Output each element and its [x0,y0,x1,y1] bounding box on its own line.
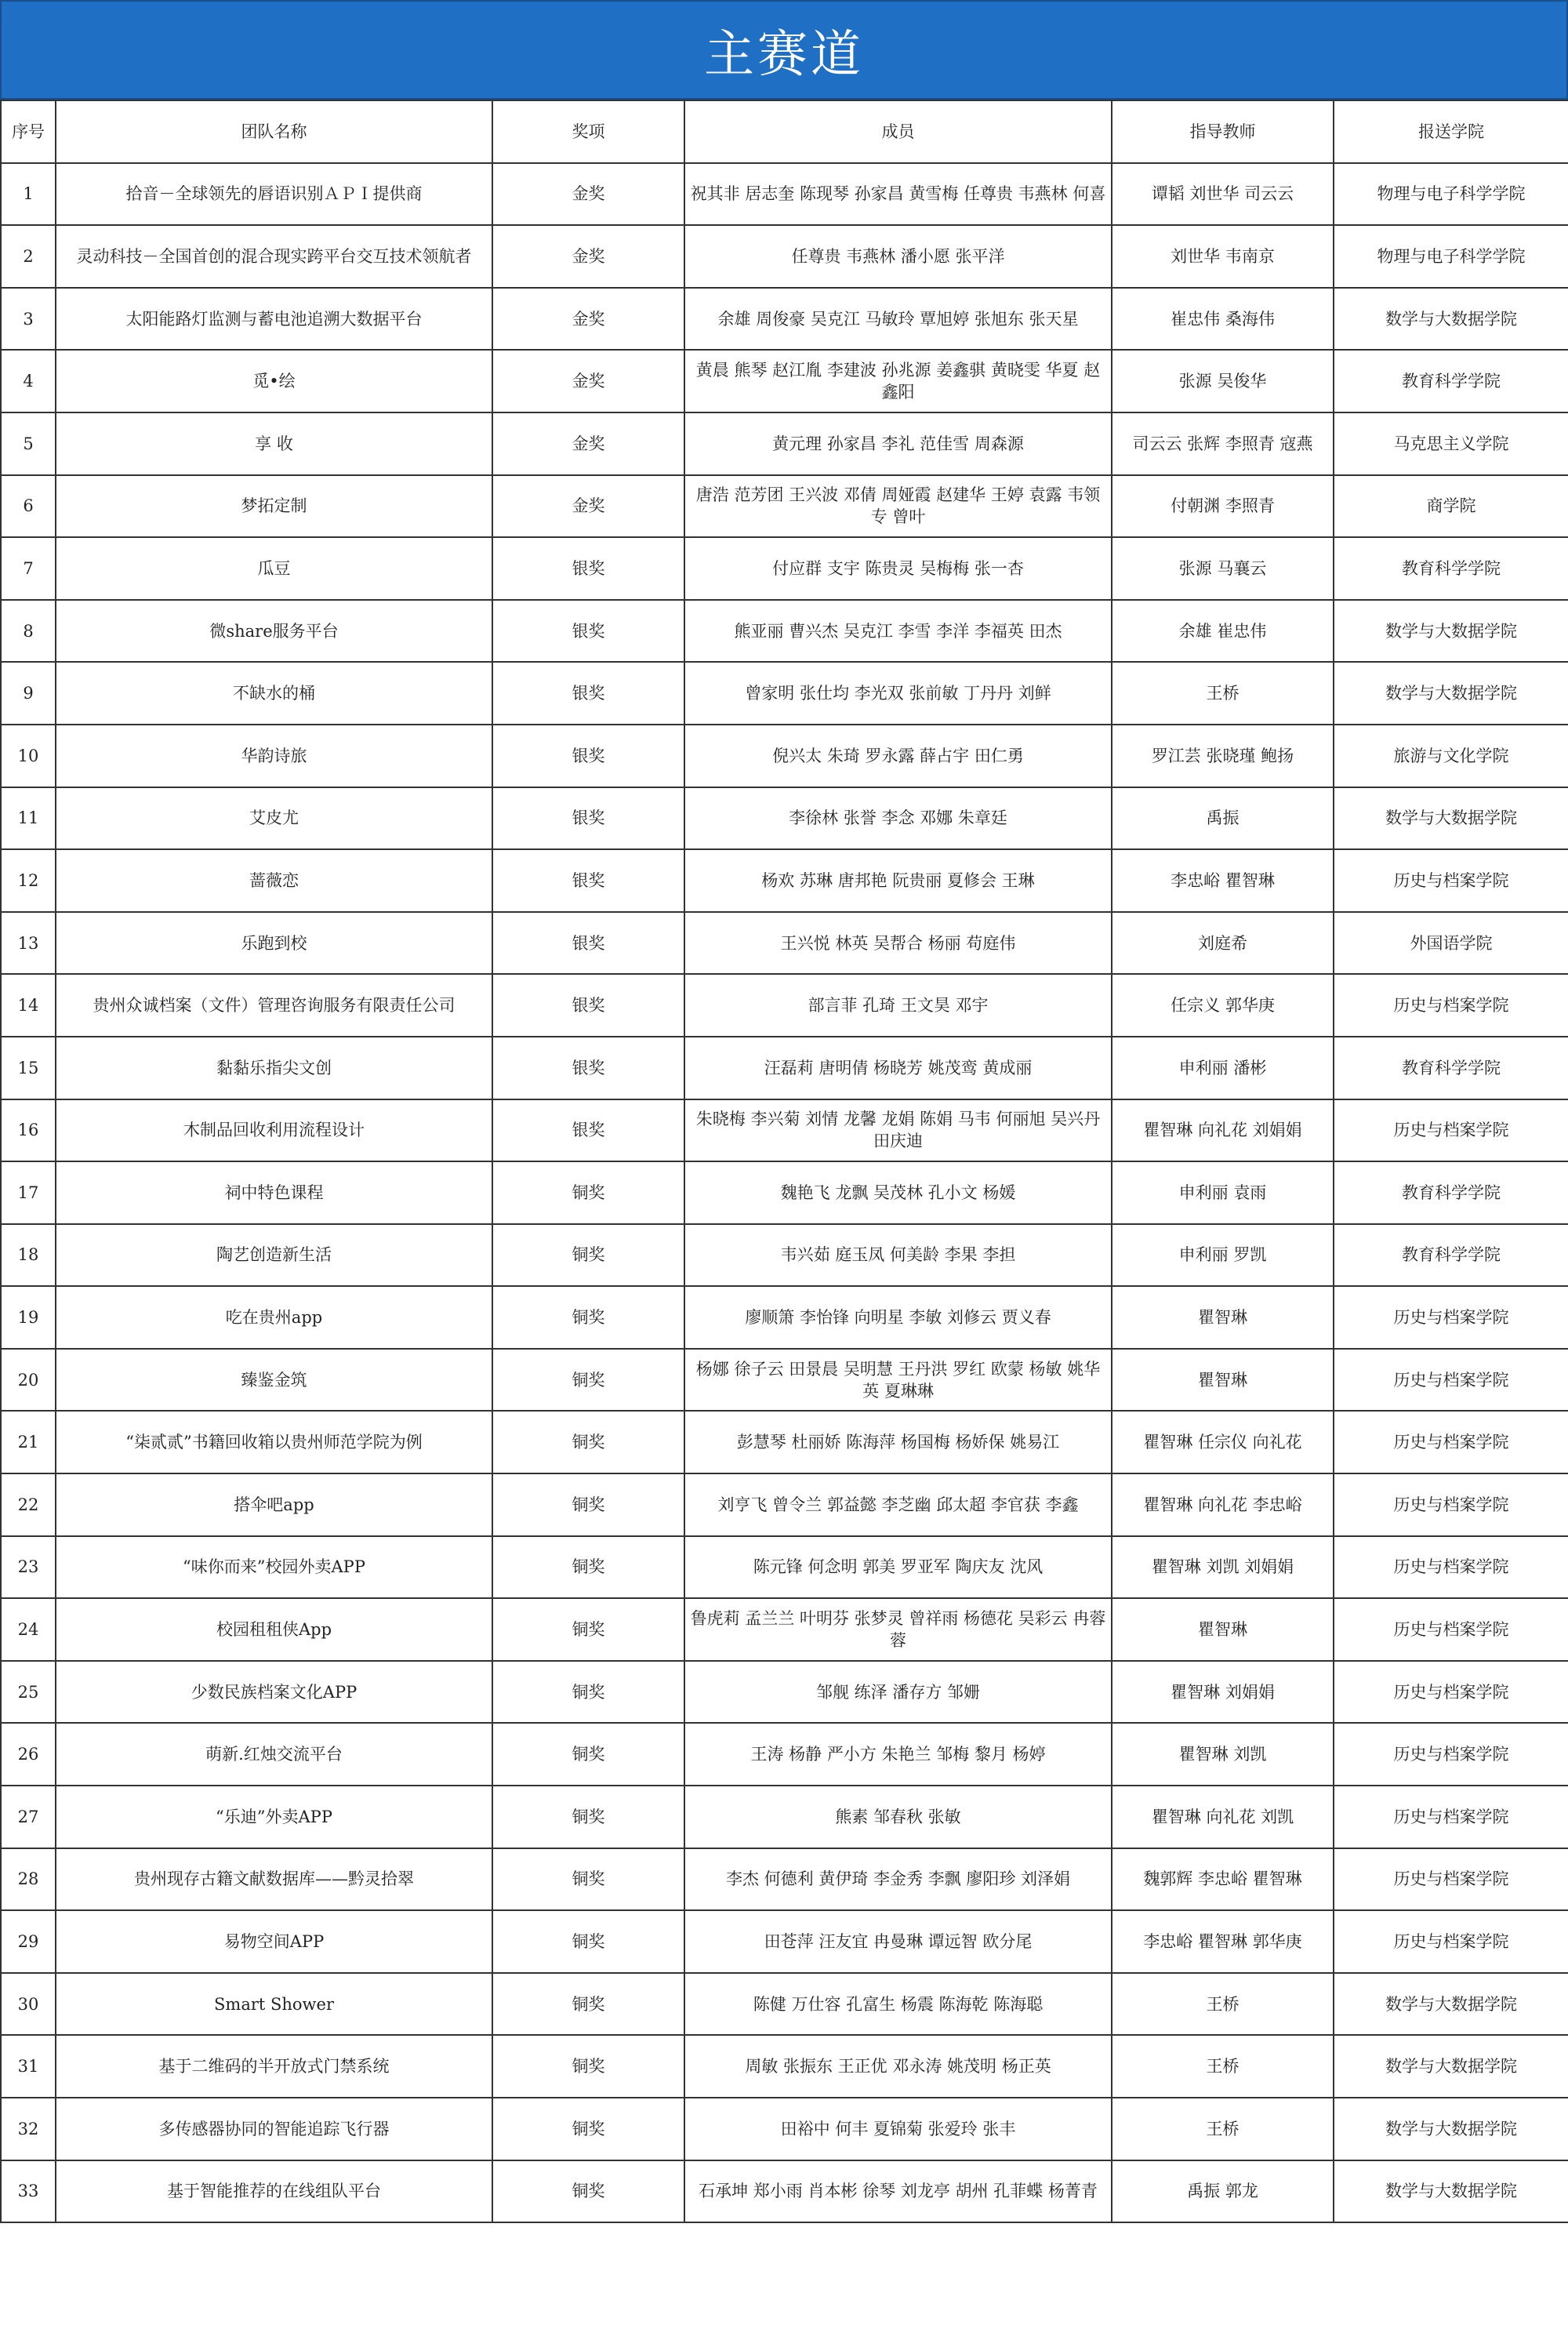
cell-members: 部言菲 孔琦 王文昊 邓宇 [684,974,1112,1037]
cell-award: 银奖 [492,1037,684,1099]
cell-advisors: 禹振 [1112,787,1334,850]
cell-college: 数学与大数据学院 [1334,288,1568,351]
cell-index: 19 [1,1286,56,1349]
cell-index: 11 [1,787,56,850]
cell-index: 29 [1,1910,56,1973]
cell-team-name: 瓜豆 [56,537,492,600]
cell-college: 历史与档案学院 [1334,1411,1568,1473]
cell-award: 银奖 [492,912,684,975]
table-row [1,1536,1568,1599]
table-row [1,1910,1568,1973]
cell-college: 外国语学院 [1334,912,1568,975]
table-row [1,537,1568,600]
cell-award: 铜奖 [492,1910,684,1973]
cell-index: 5 [1,412,56,475]
cell-team-name: “味你而来”校园外卖APP [56,1536,492,1599]
cell-college: 历史与档案学院 [1334,1723,1568,1786]
cell-members: 王涛 杨静 严小方 朱艳兰 邹梅 黎月 杨婷 [684,1723,1112,1786]
cell-advisors: 瞿智琳 [1112,1349,1334,1412]
cell-award: 金奖 [492,350,684,412]
cell-college: 数学与大数据学院 [1334,1973,1568,2036]
cell-index: 30 [1,1973,56,2036]
cell-members: 倪兴太 朱琦 罗永露 薛占宇 田仁勇 [684,725,1112,787]
cell-college: 商学院 [1334,475,1568,538]
cell-college: 历史与档案学院 [1334,1349,1568,1412]
cell-advisors: 刘世华 韦南京 [1112,225,1334,288]
cell-award: 铜奖 [492,1536,684,1599]
cell-award: 铜奖 [492,1973,684,2036]
cell-advisors: 瞿智琳 刘凯 [1112,1723,1334,1786]
table-row [1,1099,1568,1162]
cell-index: 13 [1,912,56,975]
table-row [1,2160,1568,2223]
header-advisors: 指导教师 [1112,100,1334,163]
cell-college: 教育科学学院 [1334,1161,1568,1224]
cell-college: 马克思主义学院 [1334,412,1568,475]
table-row [1,475,1568,538]
cell-team-name: 陶艺创造新生活 [56,1224,492,1287]
cell-college: 历史与档案学院 [1334,1910,1568,1973]
cell-team-name: 贵州众诚档案（文件）管理咨询服务有限责任公司 [56,974,492,1037]
cell-team-name: 基于智能推荐的在线组队平台 [56,2160,492,2223]
cell-advisors: 李忠峪 瞿智琳 郭华庚 [1112,1910,1334,1973]
cell-advisors: 任宗义 郭华庚 [1112,974,1334,1037]
cell-advisors: 魏郭辉 李忠峪 瞿智琳 [1112,1848,1334,1911]
cell-team-name: 萌新.红烛交流平台 [56,1723,492,1786]
cell-advisors: 申利丽 潘彬 [1112,1037,1334,1099]
cell-team-name: 基于二维码的半开放式门禁系统 [56,2035,492,2098]
cell-college: 数学与大数据学院 [1334,2160,1568,2223]
cell-index: 9 [1,662,56,725]
cell-members: 祝其非 居志奎 陈现琴 孙家昌 黄雪梅 任尊贵 韦燕林 何喜 [684,163,1112,226]
cell-index: 28 [1,1848,56,1911]
cell-college: 教育科学学院 [1334,1224,1568,1287]
cell-members: 韦兴茹 庭玉凤 何美龄 李果 李担 [684,1224,1112,1287]
header-award: 奖项 [492,100,684,163]
cell-advisors: 崔忠伟 桑海伟 [1112,288,1334,351]
cell-advisors: 谭韬 刘世华 司云云 [1112,163,1334,226]
cell-members: 石承坤 郑小雨 肖本彬 徐琴 刘龙亭 胡州 孔菲蝶 杨菁青 [684,2160,1112,2223]
cell-members: 田苍萍 汪友宜 冉曼琳 谭远智 欧分尾 [684,1910,1112,1973]
cell-members: 陈健 万仕容 孔富生 杨震 陈海乾 陈海聪 [684,1973,1112,2036]
cell-advisors: 申利丽 袁雨 [1112,1161,1334,1224]
results-table [0,100,1568,2223]
cell-team-name: 不缺水的桶 [56,662,492,725]
cell-award: 铜奖 [492,1723,684,1786]
cell-members: 任尊贵 韦燕林 潘小愿 张平洋 [684,225,1112,288]
cell-team-name: “乐迪”外卖APP [56,1786,492,1848]
cell-team-name: 乐跑到校 [56,912,492,975]
cell-advisors: 瞿智琳 向礼花 刘娟娟 [1112,1099,1334,1162]
cell-members: 廖顺箫 李怡锋 向明星 李敏 刘修云 贾义春 [684,1286,1112,1349]
cell-award: 银奖 [492,1099,684,1162]
cell-college: 物理与电子科学学院 [1334,225,1568,288]
cell-members: 唐浩 范芳团 王兴波 邓倩 周娅霞 赵建华 王婷 袁露 韦领专 曾叶 [684,475,1112,538]
table-row [1,225,1568,288]
table-row [1,2098,1568,2160]
cell-index: 10 [1,725,56,787]
cell-award: 金奖 [492,225,684,288]
cell-members: 彭慧琴 杜丽娇 陈海萍 杨国梅 杨娇保 姚易江 [684,1411,1112,1473]
cell-members: 李杰 何德利 黄伊琦 李金秀 李飘 廖阳珍 刘泽娟 [684,1848,1112,1911]
table-row [1,974,1568,1037]
table-row [1,1037,1568,1099]
cell-award: 银奖 [492,725,684,787]
cell-members: 王兴悦 林英 吴帮合 杨丽 苟庭伟 [684,912,1112,975]
table-row [1,1598,1568,1661]
table-row [1,1473,1568,1536]
cell-members: 鲁虎莉 孟兰兰 叶明芬 张梦灵 曾祥雨 杨德花 吴彩云 冉蓉蓉 [684,1598,1112,1661]
cell-advisors: 瞿智琳 [1112,1598,1334,1661]
cell-award: 铜奖 [492,1349,684,1412]
table-row [1,350,1568,412]
cell-award: 铜奖 [492,1411,684,1473]
cell-index: 12 [1,849,56,912]
cell-advisors: 王桥 [1112,662,1334,725]
cell-index: 14 [1,974,56,1037]
cell-college: 历史与档案学院 [1334,1473,1568,1536]
table-row [1,1411,1568,1473]
cell-members: 余雄 周俊豪 吴克江 马敏玲 覃旭婷 张旭东 张天星 [684,288,1112,351]
cell-members: 汪磊莉 唐明倩 杨晓芳 姚茂鸾 黄成丽 [684,1037,1112,1099]
cell-advisors: 瞿智琳 向礼花 刘凯 [1112,1786,1334,1848]
cell-team-name: 灵动科技－全国首创的混合现实跨平台交互技术领航者 [56,225,492,288]
cell-members: 付应群 支宇 陈贵灵 吴梅梅 张一杏 [684,537,1112,600]
cell-team-name: 少数民族档案文化APP [56,1661,492,1724]
cell-team-name: 蔷薇恋 [56,849,492,912]
cell-members: 杨欢 苏琳 唐邦艳 阮贵丽 夏修会 王琳 [684,849,1112,912]
cell-award: 银奖 [492,537,684,600]
cell-college: 历史与档案学院 [1334,1536,1568,1599]
cell-advisors: 瞿智琳 向礼花 李忠峪 [1112,1473,1334,1536]
cell-advisors: 余雄 崔忠伟 [1112,600,1334,663]
table-row [1,1661,1568,1724]
cell-award: 金奖 [492,475,684,538]
cell-team-name: 搭伞吧app [56,1473,492,1536]
table-row [1,1161,1568,1224]
cell-award: 金奖 [492,412,684,475]
cell-members: 周敏 张振东 王正优 邓永涛 姚茂明 杨正英 [684,2035,1112,2098]
cell-college: 数学与大数据学院 [1334,600,1568,663]
cell-advisors: 张源 马襄云 [1112,537,1334,600]
cell-index: 32 [1,2098,56,2160]
cell-index: 4 [1,350,56,412]
cell-award: 铜奖 [492,1786,684,1848]
header-members: 成员 [684,100,1112,163]
table-row [1,912,1568,975]
cell-index: 21 [1,1411,56,1473]
cell-index: 20 [1,1349,56,1412]
cell-advisors: 王桥 [1112,1973,1334,2036]
cell-index: 6 [1,475,56,538]
header-college: 报送学院 [1334,100,1568,163]
cell-award: 铜奖 [492,1598,684,1661]
cell-index: 3 [1,288,56,351]
cell-college: 数学与大数据学院 [1334,662,1568,725]
cell-index: 8 [1,600,56,663]
cell-team-name: 木制品回收利用流程设计 [56,1099,492,1162]
cell-index: 33 [1,2160,56,2223]
cell-advisors: 瞿智琳 任宗仪 向礼花 [1112,1411,1334,1473]
cell-advisors: 王桥 [1112,2035,1334,2098]
table-row [1,1723,1568,1786]
cell-team-name: 易物空间APP [56,1910,492,1973]
cell-members: 朱晓梅 李兴菊 刘情 龙馨 龙娟 陈娟 马韦 何丽旭 吴兴丹 田庆迪 [684,1099,1112,1162]
cell-college: 数学与大数据学院 [1334,787,1568,850]
cell-advisors: 刘庭希 [1112,912,1334,975]
cell-team-name: 觅•绘 [56,350,492,412]
cell-award: 铜奖 [492,2098,684,2160]
table-row [1,1973,1568,2036]
cell-award: 铜奖 [492,2035,684,2098]
cell-team-name: 吃在贵州app [56,1286,492,1349]
cell-team-name: 臻鉴金筑 [56,1349,492,1412]
cell-team-name: 华韵诗旅 [56,725,492,787]
cell-team-name: 拾音－全球领先的唇语识别ＡＰＩ提供商 [56,163,492,226]
cell-team-name: 艾皮尤 [56,787,492,850]
cell-advisors: 付朝渊 李照青 [1112,475,1334,538]
table-row [1,1848,1568,1911]
cell-college: 历史与档案学院 [1334,1598,1568,1661]
table-row [1,412,1568,475]
cell-advisors: 申利丽 罗凯 [1112,1224,1334,1287]
cell-index: 18 [1,1224,56,1287]
cell-members: 魏艳飞 龙飘 吴茂林 孔小文 杨媛 [684,1161,1112,1224]
cell-members: 熊亚丽 曹兴杰 吴克江 李雪 李洋 李福英 田杰 [684,600,1112,663]
cell-members: 田裕中 何丰 夏锦菊 张爱玲 张丰 [684,2098,1112,2160]
title-banner [0,0,1568,100]
cell-members: 陈元锋 何念明 郭美 罗亚军 陶庆友 沈风 [684,1536,1112,1599]
table-row [1,662,1568,725]
cell-index: 2 [1,225,56,288]
table-row [1,1786,1568,1848]
cell-award: 银奖 [492,662,684,725]
table-row [1,787,1568,850]
table-row [1,725,1568,787]
cell-award: 铜奖 [492,1473,684,1536]
cell-team-name: 多传感器协同的智能追踪飞行器 [56,2098,492,2160]
table-row [1,1224,1568,1287]
cell-members: 李徐林 张誉 李念 邓娜 朱章廷 [684,787,1112,850]
cell-members: 熊素 邹春秋 张敏 [684,1786,1112,1848]
cell-team-name: 黏黏乐指尖文创 [56,1037,492,1099]
cell-team-name: 梦拓定制 [56,475,492,538]
cell-team-name: 微share服务平台 [56,600,492,663]
cell-college: 历史与档案学院 [1334,1286,1568,1349]
cell-award: 铜奖 [492,1661,684,1724]
cell-college: 数学与大数据学院 [1334,2035,1568,2098]
header-index: 序号 [1,100,56,163]
cell-advisors: 瞿智琳 [1112,1286,1334,1349]
cell-members: 黄元理 孙家昌 李礼 范佳雪 周森源 [684,412,1112,475]
cell-members: 曾家明 张仕均 李光双 张前敏 丁丹丹 刘鲜 [684,662,1112,725]
cell-index: 26 [1,1723,56,1786]
cell-team-name: 贵州现存古籍文献数据库——黔灵拾翠 [56,1848,492,1911]
cell-advisors: 禹振 郭龙 [1112,2160,1334,2223]
table-body [1,163,1568,2223]
cell-members: 杨娜 徐子云 田景晨 吴明慧 王丹洪 罗红 欧蒙 杨敏 姚华英 夏琳琳 [684,1349,1112,1412]
cell-college: 历史与档案学院 [1334,849,1568,912]
cell-award: 铜奖 [492,1161,684,1224]
cell-members: 黄晨 熊琴 赵江胤 李建波 孙兆源 姜鑫骐 黄晓雯 华夏 赵鑫阳 [684,350,1112,412]
table-row [1,1286,1568,1349]
cell-advisors: 司云云 张辉 李照青 寇燕 [1112,412,1334,475]
cell-advisors: 瞿智琳 刘凯 刘娟娟 [1112,1536,1334,1599]
cell-award: 铜奖 [492,1224,684,1287]
cell-index: 16 [1,1099,56,1162]
cell-college: 历史与档案学院 [1334,1848,1568,1911]
cell-index: 31 [1,2035,56,2098]
cell-advisors: 李忠峪 瞿智琳 [1112,849,1334,912]
cell-award: 银奖 [492,787,684,850]
page-title: 主赛道 [704,25,864,84]
cell-college: 旅游与文化学院 [1334,725,1568,787]
table-row [1,600,1568,663]
table-row [1,2035,1568,2098]
cell-team-name: Smart Shower [56,1973,492,2036]
cell-college: 教育科学学院 [1334,350,1568,412]
cell-advisors: 王桥 [1112,2098,1334,2160]
table-row [1,163,1568,226]
cell-index: 7 [1,537,56,600]
cell-college: 历史与档案学院 [1334,1099,1568,1162]
cell-college: 历史与档案学院 [1334,974,1568,1037]
cell-award: 银奖 [492,849,684,912]
cell-college: 教育科学学院 [1334,1037,1568,1099]
cell-college: 物理与电子科学学院 [1334,163,1568,226]
cell-award: 银奖 [492,600,684,663]
table-row [1,1349,1568,1412]
table-header [1,100,1568,163]
cell-award: 铜奖 [492,1848,684,1911]
cell-advisors: 罗江芸 张晓瑾 鲍扬 [1112,725,1334,787]
table-row [1,849,1568,912]
cell-index: 24 [1,1598,56,1661]
cell-index: 1 [1,163,56,226]
cell-award: 铜奖 [492,2160,684,2223]
cell-advisors: 张源 吴俊华 [1112,350,1334,412]
cell-college: 教育科学学院 [1334,537,1568,600]
cell-index: 15 [1,1037,56,1099]
cell-college: 历史与档案学院 [1334,1786,1568,1848]
cell-team-name: 祠中特色课程 [56,1161,492,1224]
cell-index: 17 [1,1161,56,1224]
header-team-name: 团队名称 [56,100,492,163]
cell-members: 刘亨飞 曾令兰 郭益懿 李芝幽 邱太超 李官获 李鑫 [684,1473,1112,1536]
cell-index: 22 [1,1473,56,1536]
cell-college: 历史与档案学院 [1334,1661,1568,1724]
table-row [1,288,1568,351]
header-row [1,100,1568,163]
cell-team-name: 享 收 [56,412,492,475]
cell-award: 铜奖 [492,1286,684,1349]
cell-advisors: 瞿智琳 刘娟娟 [1112,1661,1334,1724]
cell-index: 27 [1,1786,56,1848]
cell-team-name: 校园租租侠App [56,1598,492,1661]
cell-index: 23 [1,1536,56,1599]
cell-index: 25 [1,1661,56,1724]
cell-award: 金奖 [492,288,684,351]
cell-members: 邹舰 练泽 潘存方 邹姗 [684,1661,1112,1724]
cell-award: 银奖 [492,974,684,1037]
cell-team-name: 太阳能路灯监测与蓄电池追溯大数据平台 [56,288,492,351]
cell-team-name: “柒贰贰”书籍回收箱以贵州师范学院为例 [56,1411,492,1473]
cell-college: 数学与大数据学院 [1334,2098,1568,2160]
cell-award: 金奖 [492,163,684,226]
